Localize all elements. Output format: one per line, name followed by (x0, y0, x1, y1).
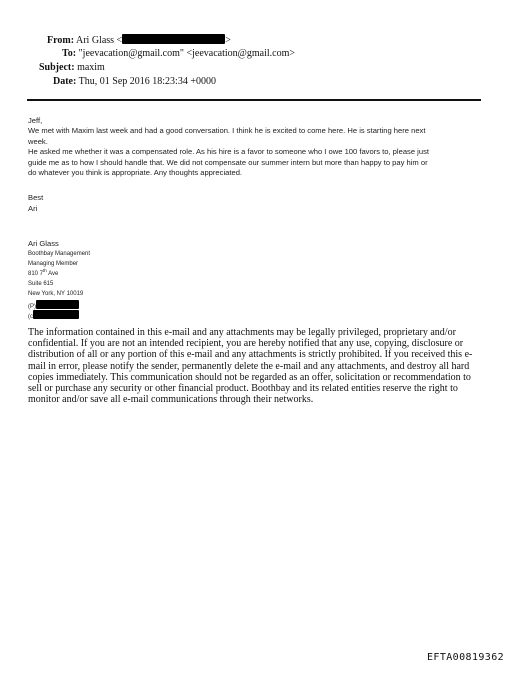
date-label: Date: (53, 76, 77, 87)
body-line: We met with Maxim last week and had a good conversation. I think he is excited to come here. He is starting here next (28, 126, 426, 135)
disclaimer-line: copies immediately. This communication should not be regarded as an offer, solicitation or recommendation to (28, 371, 471, 383)
header-divider (27, 99, 481, 101)
cell-prefix: (c (28, 314, 33, 320)
signature-address (28, 270, 58, 279)
to-label: To: (62, 48, 77, 59)
disclaimer-line: confidential. If you are not an intended recipient, you are hereby notified that any use, copying, disclosure or (28, 338, 464, 350)
date-value: Thu, 01 Sep 2016 18:23:34 +0000 (78, 76, 216, 87)
subject-value: maxim (77, 62, 105, 73)
disclaimer-line: The information contained in this e-mail and any attachments may be legally privileged, proprietary and/or (28, 327, 456, 338)
redacted-email (122, 34, 225, 44)
disclaimer-line: sell or purchase any security or other financial product. Boothbay and its related entities reserve the right to (28, 383, 458, 395)
date-line (53, 76, 216, 88)
disclaimer-line: mail in error, please notify the sender, permanently delete the e-mail and any attachments, and destroy all hard (28, 360, 470, 372)
phone-prefix: (P) (28, 304, 36, 310)
from-label: From: (47, 35, 75, 46)
closing: Best (28, 193, 44, 202)
to-line (62, 48, 295, 60)
body-line: week. (28, 137, 48, 146)
redacted-cell (33, 310, 79, 319)
address-number: 810 7 (28, 271, 44, 277)
closing-name: Ari (28, 204, 38, 213)
address-sup: th (43, 268, 47, 273)
disclaimer-line: distribution of all or any portion of this e-mail and any attachments is strictly prohibited. If you received this e- (28, 349, 473, 361)
subject-label: Subject: (39, 62, 75, 73)
body-line: Jeff, (28, 116, 43, 125)
signature-city: New York, NY 10019 (28, 291, 84, 297)
subject-line (39, 62, 105, 74)
body-line: He asked me whether it was a compensated role. As his hire is a favor to someone who I owe 100 favors to, please just (28, 147, 429, 156)
signature-company: Boothbay Management (28, 251, 91, 257)
body-line: do whatever you think is appropriate. Any thoughts appreciated. (28, 168, 243, 177)
from-end: > (225, 35, 231, 46)
document-id: EFTA00819362 (427, 652, 505, 663)
signature-name: Ari Glass (28, 239, 59, 248)
disclaimer-line: monitor and/or save all e-mail communications through their networks. (28, 394, 314, 406)
body-line: guide me as to how I should handle that. We did not compensate our summer intern but more than happy to pay him or (28, 158, 428, 167)
to-value: "jeevacation@gmail.com" <jeevacation@gmail.com> (78, 48, 295, 59)
signature-title: Managing Member (28, 261, 79, 267)
from-value: Ari Glass < (75, 35, 123, 46)
from-line (47, 34, 231, 47)
address-street: Ave (46, 271, 59, 277)
disclaimer (28, 327, 488, 405)
signature-cell (28, 310, 79, 322)
signature-suite: Suite 615 (28, 281, 54, 287)
redacted-phone (36, 300, 79, 309)
